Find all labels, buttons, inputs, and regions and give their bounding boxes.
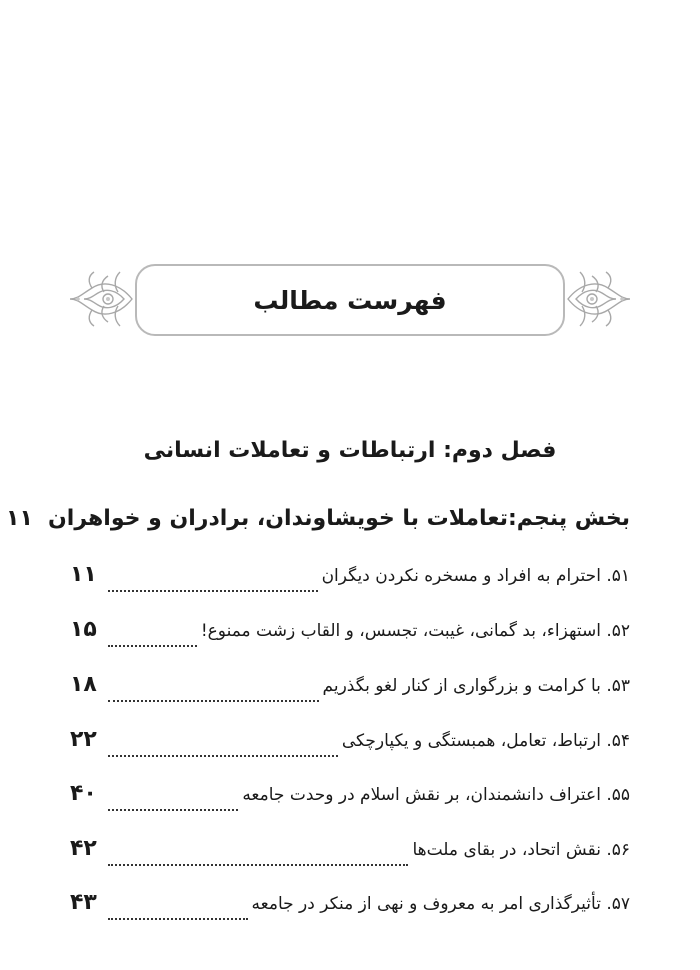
toc-section-row[interactable] [6, 506, 630, 546]
toc-page-number: ۱۸ [70, 672, 97, 697]
toc-page-number: ۱۵ [70, 617, 97, 642]
toc-row[interactable] [70, 672, 630, 712]
toc-entry-title: ۵۲. استهزاء، بد گمانی، غیبت، تجسس، و القاب زشت ممنوع! [200, 621, 630, 641]
toc-row[interactable] [70, 562, 630, 602]
toc-page-number: ۱۱ [70, 562, 97, 587]
toc-row[interactable] [70, 727, 630, 767]
toc-page-number: ۴۳ [70, 890, 97, 915]
toc-entry-title: ۵۱. احترام به افراد و مسخره نکردن دیگران [321, 566, 630, 586]
toc-page-number: ۲۲ [70, 727, 97, 752]
toc-row[interactable] [70, 617, 630, 657]
dot-leader [108, 589, 318, 592]
toc-row[interactable] [70, 890, 630, 930]
toc-entry-title: ۵۵. اعتراف دانشمندان، بر نقش اسلام در وحدت جامعه [242, 785, 630, 805]
dot-leader [108, 863, 408, 866]
dot-leader [108, 644, 197, 647]
arabesque-ornament-right-icon [566, 266, 632, 332]
toc-entry-title: بخش پنجم:تعاملات با خویشاوندان، برادران و خواهران [48, 506, 630, 531]
title-frame [135, 264, 565, 336]
toc-entry-title: ۵۴. ارتباط، تعامل، همبستگی و یکپارچکی [341, 731, 630, 751]
toc-entry-title: ۵۳. با کرامت و بزرگواری از کنار لغو بگذریم [322, 676, 630, 696]
arabesque-ornament-left-icon [68, 266, 134, 332]
dot-leader [108, 754, 338, 757]
page-title: فهرست مطالب [253, 285, 447, 315]
chapter-heading: فصل دوم: ارتباطات و تعاملات انسانی [143, 438, 557, 463]
dot-leader [108, 917, 248, 920]
dot-leader [108, 699, 319, 702]
toc-entry-title: ۵۷. تأثیرگذاری امر به معروف و نهی از منکر در جامعه [251, 894, 630, 914]
toc-row[interactable] [70, 781, 630, 821]
toc-page-number: ۱۱ [6, 506, 33, 531]
dot-leader [108, 808, 238, 811]
toc-entry-title: ۵۶. نقش اتحاد، در بقای ملت‌ها [412, 840, 630, 860]
toc-row[interactable] [70, 836, 630, 876]
toc-page-number: ۴۰ [70, 781, 97, 806]
toc-page-number: ۴۲ [70, 836, 97, 861]
